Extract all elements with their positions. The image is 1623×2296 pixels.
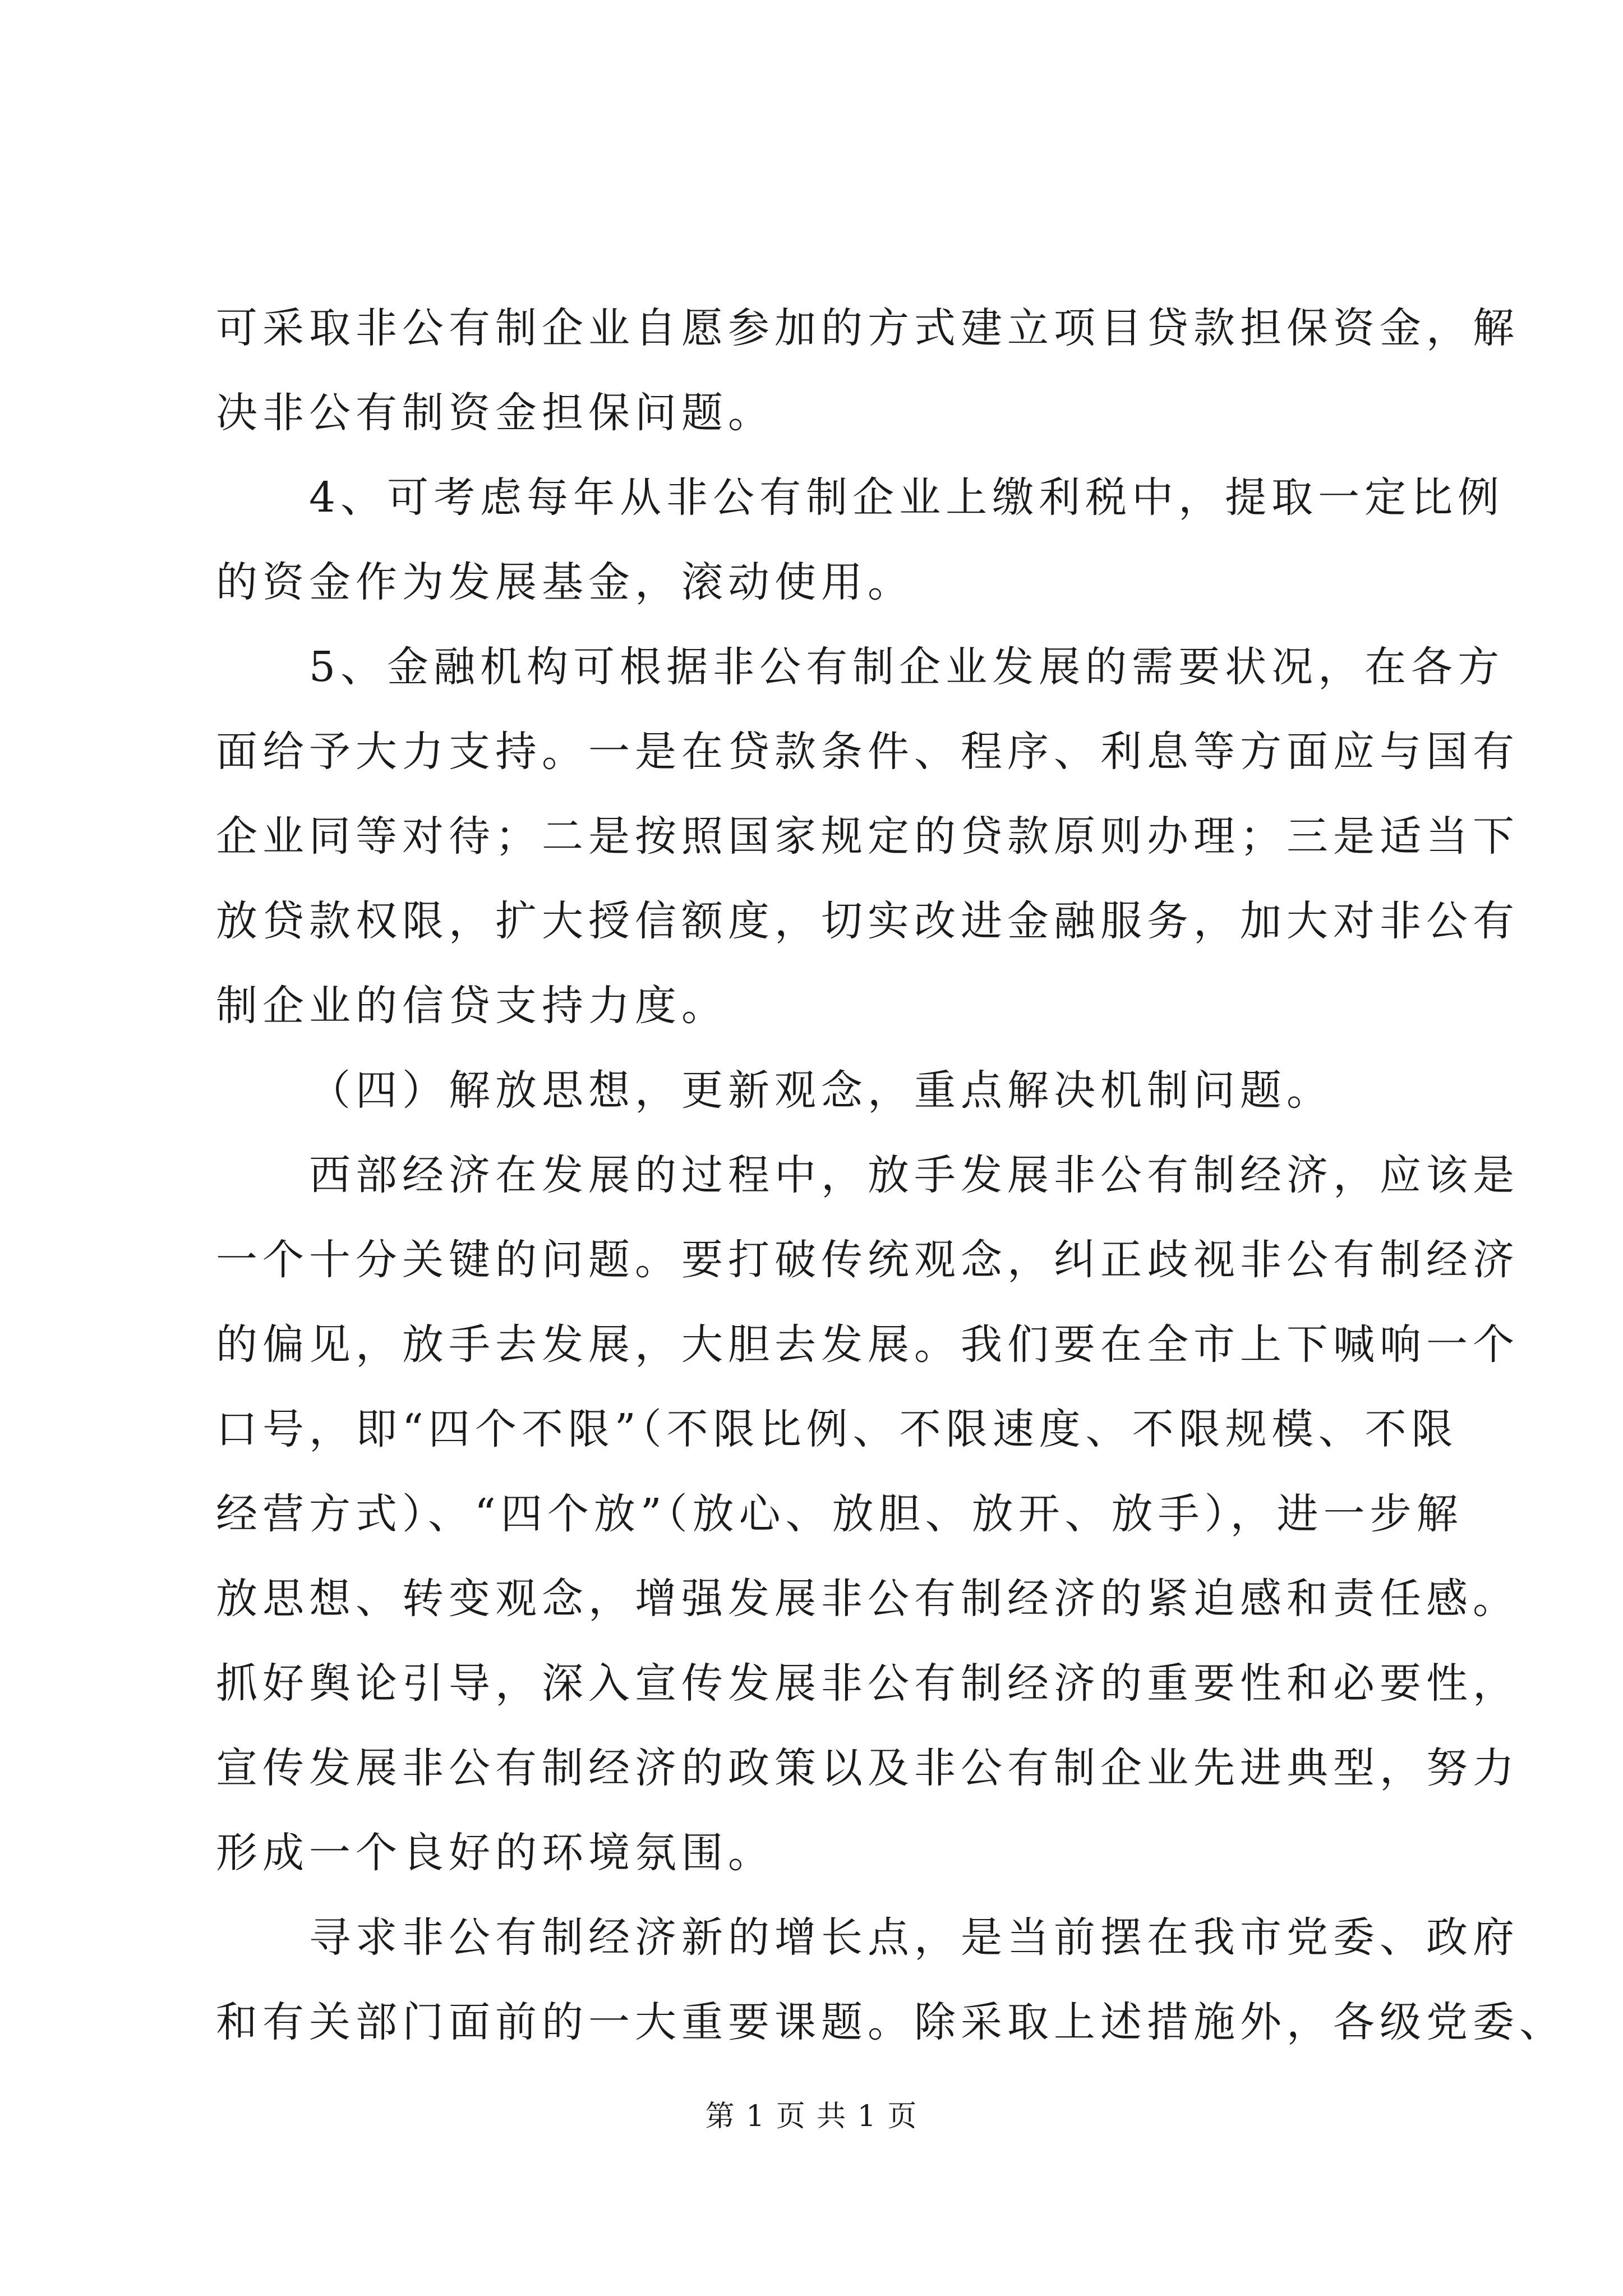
text-line: 5、金融机构可根据非公有制企业发展的需要状况，在各方 xyxy=(309,643,1505,691)
text-line: 和有关部门面前的一大重要课题。除采取上述措施外，各级党委、 xyxy=(216,1998,1566,2046)
text-line: 口号，即“四个不限”（不限比例、不限速度、不限规模、不限 xyxy=(216,1405,1458,1453)
text-line: 宣传发展非公有制经济的政策以及非公有制企业先进典型，努力 xyxy=(216,1744,1519,1792)
text-line: 面给予大力支持。一是在贷款条件、程序、利息等方面应与国有 xyxy=(216,728,1519,776)
page-footer xyxy=(0,2097,1623,2136)
text-line: 的偏见，放手去发展，大胆去发展。我们要在全市上下喊响一个 xyxy=(216,1320,1519,1369)
text-line: 制企业的信贷支持力度。 xyxy=(216,982,728,1030)
text-line: 寻求非公有制经济新的增长点，是当前摆在我市党委、政府 xyxy=(309,1913,1519,1962)
text-line: 一个十分关键的问题。要打破传统观念，纠正歧视非公有制经济 xyxy=(216,1236,1519,1284)
text-line: 放贷款权限，扩大授信额度，切实改进金融服务，加大对非公有 xyxy=(216,897,1519,945)
page-number-label: 第 1 页 共 1 页 xyxy=(705,2100,918,2133)
text-line: 经营方式）、“四个放”（放心、放胆、放开、放手），进一步解 xyxy=(216,1490,1463,1538)
text-line: 企业同等对待；二是按照国家规定的贷款原则办理；三是适当下 xyxy=(216,812,1519,861)
text-line: 抓好舆论引导，深入宣传发展非公有制经济的重要性和必要性， xyxy=(216,1659,1519,1708)
text-line: 可采取非公有制企业自愿参加的方式建立项目贷款担保资金，解 xyxy=(216,304,1519,352)
text-line: 决非公有制资金担保问题。 xyxy=(216,389,774,437)
section-heading: （四）解放思想，更新观念，重点解决机制问题。 xyxy=(309,1066,1333,1115)
text-line: 4、可考虑每年从非公有制企业上缴利税中，提取一定比例 xyxy=(309,473,1505,522)
text-line: 放思想、转变观念，增强发展非公有制经济的紧迫感和责任感。 xyxy=(216,1575,1519,1623)
text-line: 的资金作为发展基金，滚动使用。 xyxy=(216,558,914,606)
document-body xyxy=(216,286,1566,2065)
text-line: 形成一个良好的环境氛围。 xyxy=(216,1829,774,1877)
text-line: 西部经济在发展的过程中，放手发展非公有制经济，应该是 xyxy=(309,1151,1519,1199)
